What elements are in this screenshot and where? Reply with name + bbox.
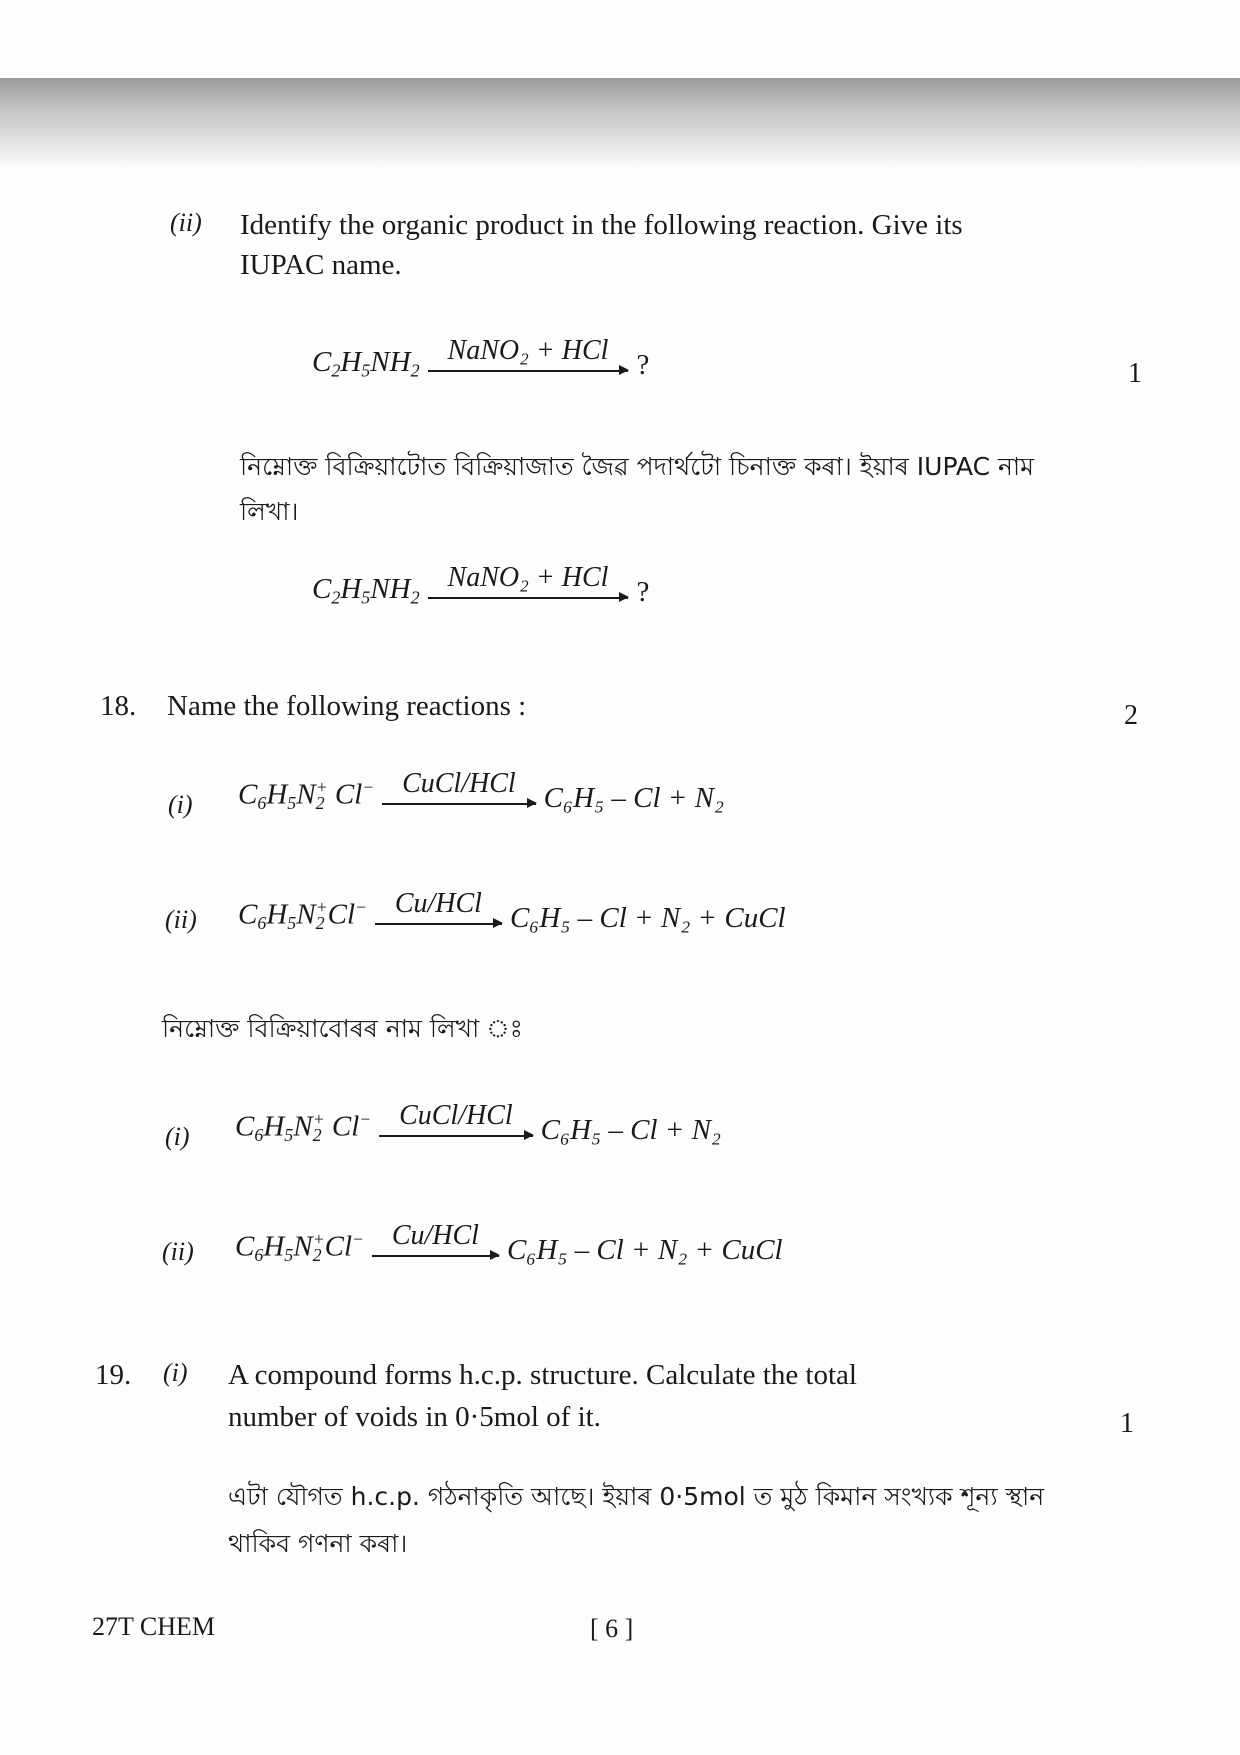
reagent: Cu/HCl: [394, 888, 482, 919]
assamese-text-line: নিম্নোক্ত বিক্রিয়াটোত বিক্রিয়াজাত জৈৱ পদাৰ্থটো চিনাক্ত কৰা। ইয়াৰ IUPAC নাম: [240, 452, 1035, 481]
marks: 1: [1120, 1408, 1134, 1439]
product: C₆H₅ – Cl + N₂ + CuCl: [509, 901, 786, 934]
subquestion-label: (ii): [165, 905, 197, 934]
reagent: Cu/HCl: [391, 1220, 479, 1251]
reaction-arrow: [428, 335, 629, 382]
reaction-equation: [312, 562, 649, 609]
reaction-arrow: [372, 1220, 499, 1267]
reagent: NaNO₂ + HCl: [447, 562, 609, 593]
reactant: $C_6H_5N_2^+Cl^-$: [238, 897, 367, 934]
reaction-equation: [238, 888, 786, 935]
subquestion-label: (ii): [162, 1237, 194, 1266]
reaction-equation: [235, 1100, 721, 1147]
question-text-line: number of voids in 0·5mol of it.: [228, 1401, 601, 1433]
reagent: CuCl/HCl: [402, 768, 516, 799]
reactant: $C_6H_5N_2^+Cl^-$: [235, 1229, 364, 1266]
subquestion-label: (i): [165, 1122, 190, 1151]
reaction-arrow: [375, 888, 502, 935]
reaction-equation: [312, 335, 649, 382]
product: C₆H₅ – Cl + N₂ + CuCl: [506, 1233, 783, 1266]
product: ?: [636, 575, 650, 608]
assamese-text-line: লিখা।: [240, 497, 299, 526]
reactant: $C_2H_5NH_2$: [312, 573, 420, 608]
reaction-arrow: [379, 1100, 533, 1147]
question-number: 19.: [95, 1359, 132, 1391]
page-number: [ 6 ]: [590, 1614, 634, 1643]
marks: 2: [1124, 700, 1138, 731]
reaction-arrow: [382, 768, 536, 815]
question-number: 18.: [100, 690, 137, 722]
question-text-line: Name the following reactions :: [167, 690, 527, 722]
subquestion-label: (i): [163, 1358, 188, 1387]
reaction-equation: [235, 1220, 783, 1267]
scan-shadow: [0, 78, 1240, 168]
assamese-text-line: এটা যৌগত h.c.p. গঠনাকৃতি আছে। ইয়াৰ 0·5mol ত মুঠ কিমান সংখ্যক শূন্য স্থান: [228, 1482, 1045, 1511]
assamese-text-line: নিম্নোক্ত বিক্রিয়াবোৰৰ নাম লিখা ঃ: [162, 1014, 523, 1043]
reagent: CuCl/HCl: [399, 1100, 513, 1131]
reaction-arrow: [428, 562, 629, 609]
subquestion-label: (ii): [170, 208, 202, 237]
product: ?: [636, 348, 650, 381]
paper-code: 27T CHEM: [92, 1612, 216, 1641]
reagent: NaNO₂ + HCl: [447, 335, 609, 366]
question-text-line: Identify the organic product in the following reaction. Give its: [240, 209, 963, 241]
product: C₆H₅ – Cl + N₂: [540, 1113, 721, 1146]
question-text-line: IUPAC name.: [240, 249, 402, 281]
assamese-text-line: থাকিব গণনা কৰা।: [228, 1529, 408, 1558]
reactant: $C_2H_5NH_2$: [312, 346, 420, 381]
product: C₆H₅ – Cl + N₂: [543, 781, 724, 814]
reactant: $C_6H_5N_2^+$ Cl−: [238, 777, 375, 814]
question-text-line: A compound forms h.c.p. structure. Calculate the total: [228, 1359, 857, 1391]
marks: 1: [1128, 358, 1142, 389]
reactant: $C_6H_5N_2^+$ Cl−: [235, 1109, 372, 1146]
reaction-equation: [238, 768, 724, 815]
subquestion-label: (i): [168, 790, 193, 819]
